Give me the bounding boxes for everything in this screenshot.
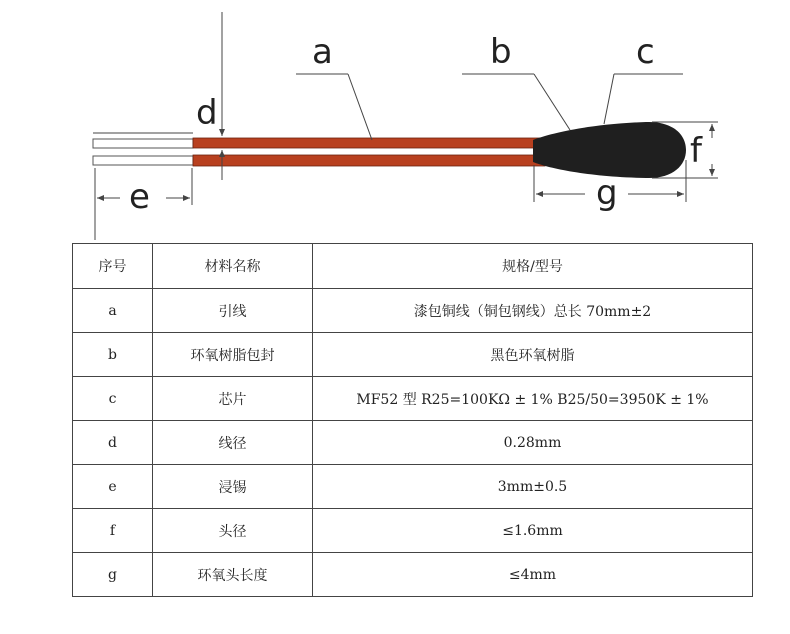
row-spec: MF52 型 R25=100KΩ ± 1% B25/50=3950K ± 1% [313, 377, 753, 421]
label-g: g [596, 173, 618, 213]
thermistor-diagram [0, 0, 790, 240]
row-id: c [73, 377, 153, 421]
label-c: c [636, 32, 655, 72]
label-d: d [196, 93, 218, 133]
table-row [73, 509, 753, 553]
row-spec: ≤4mm [313, 553, 753, 597]
bare-wire-bottom [93, 156, 193, 165]
row-name: 头径 [153, 509, 313, 553]
label-f: f [690, 131, 702, 171]
row-spec: 黑色环氧树脂 [313, 333, 753, 377]
header-material-name: 材料名称 [153, 244, 313, 289]
table-row [73, 377, 753, 421]
row-spec: 漆包铜线（铜包钢线）总长 70mm±2 [313, 289, 753, 333]
leader-a-pointer [348, 74, 372, 140]
row-name: 环氧树脂包封 [153, 333, 313, 377]
spec-table [72, 243, 753, 597]
row-name: 浸锡 [153, 465, 313, 509]
label-b: b [490, 32, 512, 72]
header-index: 序号 [73, 244, 153, 289]
row-id: e [73, 465, 153, 509]
table-row [73, 421, 753, 465]
bare-wire-top [93, 139, 193, 148]
header-spec: 规格/型号 [313, 244, 753, 289]
row-spec: 0.28mm [313, 421, 753, 465]
label-e: e [129, 177, 150, 217]
table-row [73, 289, 753, 333]
row-name: 线径 [153, 421, 313, 465]
table-row [73, 553, 753, 597]
lead-wire-bottom [193, 155, 545, 166]
table-row [73, 465, 753, 509]
leader-b-pointer [534, 74, 570, 130]
table-row [73, 333, 753, 377]
row-spec: 3mm±0.5 [313, 465, 753, 509]
label-a: a [312, 32, 333, 72]
row-id: g [73, 553, 153, 597]
leader-c-pointer [604, 74, 614, 124]
row-id: a [73, 289, 153, 333]
row-id: d [73, 421, 153, 465]
row-name: 引线 [153, 289, 313, 333]
row-name: 环氧头长度 [153, 553, 313, 597]
epoxy-head [533, 122, 686, 178]
row-id: b [73, 333, 153, 377]
row-spec: ≤1.6mm [313, 509, 753, 553]
lead-wire-top [193, 138, 545, 148]
row-name: 芯片 [153, 377, 313, 421]
row-id: f [73, 509, 153, 553]
table-header-row [73, 244, 753, 289]
